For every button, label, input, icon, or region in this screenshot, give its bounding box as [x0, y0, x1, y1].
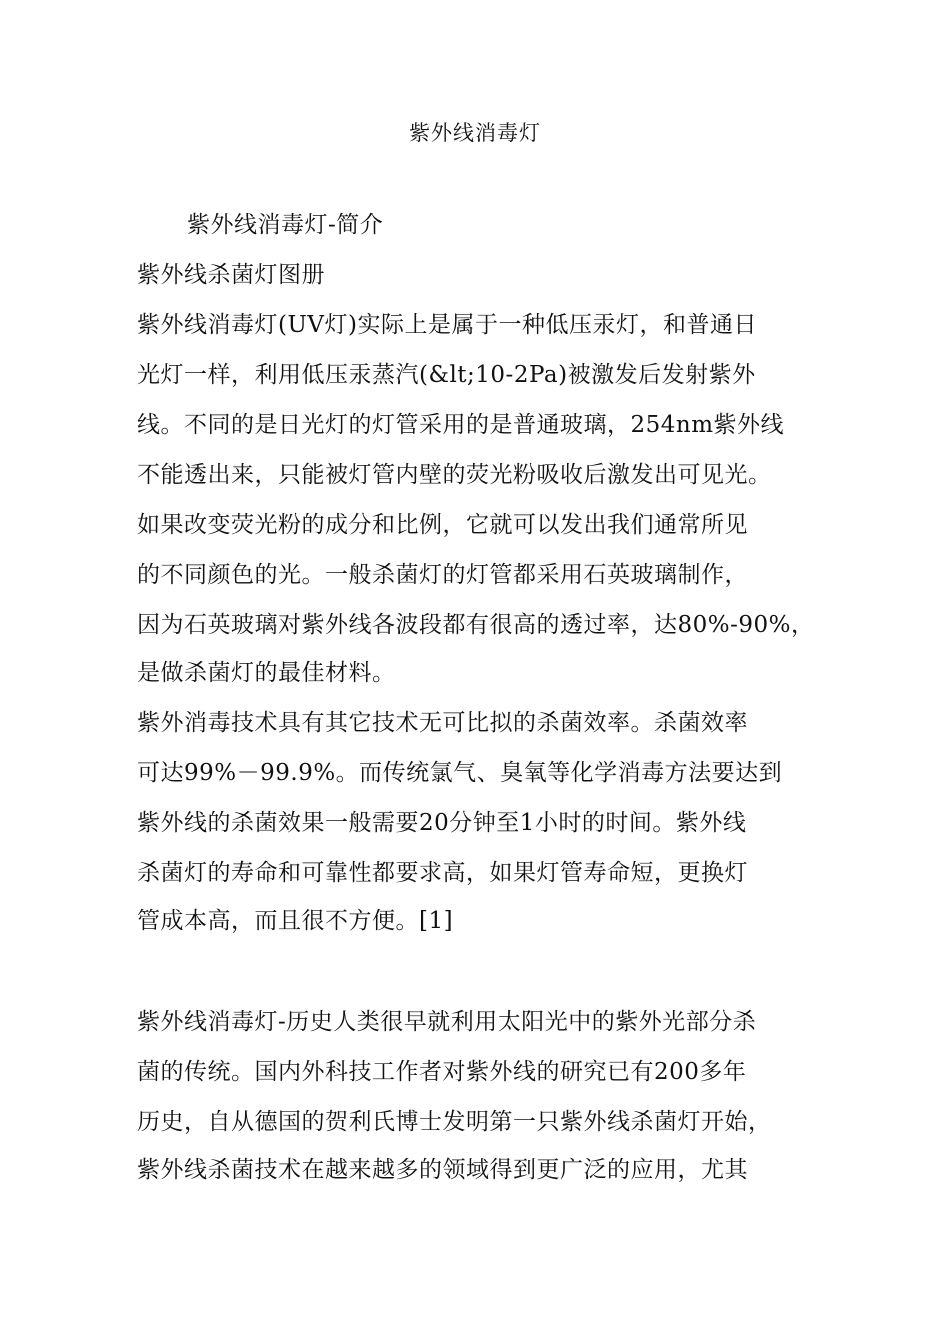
- paragraph-line: 紫外线消毒灯(UV灯)实际上是属于一种低压汞灯，和普通日: [137, 312, 757, 338]
- paragraph-line: 是做杀菌灯的最佳材料。: [137, 660, 396, 686]
- paragraph-line: 杀菌灯的寿命和可靠性都要求高，如果灯管寿命短，更换灯: [137, 860, 748, 886]
- paragraph-line: 光灯一样，利用低压汞蒸汽(&lt;10-2Pa)被激发后发射紫外: [137, 362, 756, 388]
- paragraph-line: 管成本高，而且很不方便。[1]: [137, 908, 454, 934]
- paragraph-line: 如果改变荧光粉的成分和比例，它就可以发出我们通常所见: [137, 512, 748, 538]
- document-title: 紫外线消毒灯: [409, 121, 541, 145]
- paragraph-line: 不能透出来，只能被灯管内壁的荧光粉吸收后激发出可见光。: [137, 462, 772, 488]
- paragraph-line: 可达99%－99.9%。而传统氯气、臭氧等化学消毒方法要达到: [137, 760, 783, 786]
- section-heading-intro: 紫外线消毒灯-简介: [187, 212, 384, 238]
- paragraph-line: 因为石英玻璃对紫外线各波段都有很高的透过率，达80%-90%，: [137, 612, 815, 638]
- paragraph-line: 紫外消毒技术具有其它技术无可比拟的杀菌效率。杀菌效率: [137, 710, 748, 736]
- paragraph-line: 紫外线杀菌技术在越来越多的领域得到更广泛的应用，尤其: [137, 1157, 748, 1183]
- paragraph-line: 线。不同的是日光灯的灯管采用的是普通玻璃，254nm紫外线: [137, 412, 785, 438]
- paragraph-line: 菌的传统。国内外科技工作者对紫外线的研究已有200多年: [137, 1059, 747, 1085]
- paragraph-line: 紫外线消毒灯-历史人类很早就利用太阳光中的紫外光部分杀: [137, 1009, 757, 1035]
- paragraph-line: 历史，自从德国的贺利氏博士发明第一只紫外线杀菌灯开始，: [137, 1109, 772, 1135]
- paragraph-line: 紫外线的杀菌效果一般需要20分钟至1小时的时间。紫外线: [137, 810, 747, 836]
- paragraph-line: 的不同颜色的光。一般杀菌灯的灯管都采用石英玻璃制作，: [137, 562, 748, 588]
- subheading-gallery: 紫外线杀菌灯图册: [137, 262, 325, 288]
